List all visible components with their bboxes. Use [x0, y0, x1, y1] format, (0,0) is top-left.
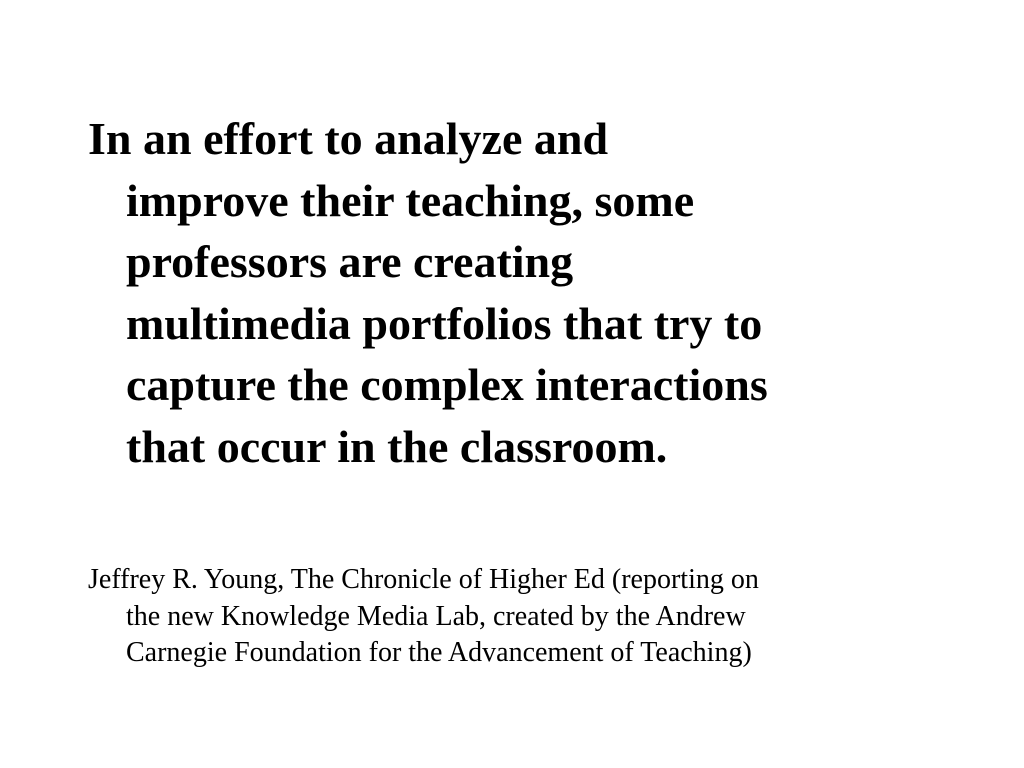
- quote-line: that occur in the classroom.: [126, 420, 668, 472]
- citation-line: Jeffrey R. Young, The Chronicle of Higher Ed (reporting on: [88, 564, 759, 595]
- citation-line: the new Knowledge Media Lab, created by the Andrew: [126, 600, 746, 632]
- quote-text: [88, 108, 986, 477]
- quote-line: professors are creating: [126, 236, 574, 287]
- quote-line: capture the complex interactions: [126, 359, 768, 410]
- quote-line: In an effort to analyze and: [88, 113, 609, 164]
- citation-text: [88, 562, 1006, 672]
- citation-line: Carnegie Foundation for the Advancement of Teaching): [126, 637, 752, 668]
- quote-line: multimedia portfolios that try to: [126, 297, 763, 349]
- quote-line: improve their teaching, some: [126, 174, 695, 226]
